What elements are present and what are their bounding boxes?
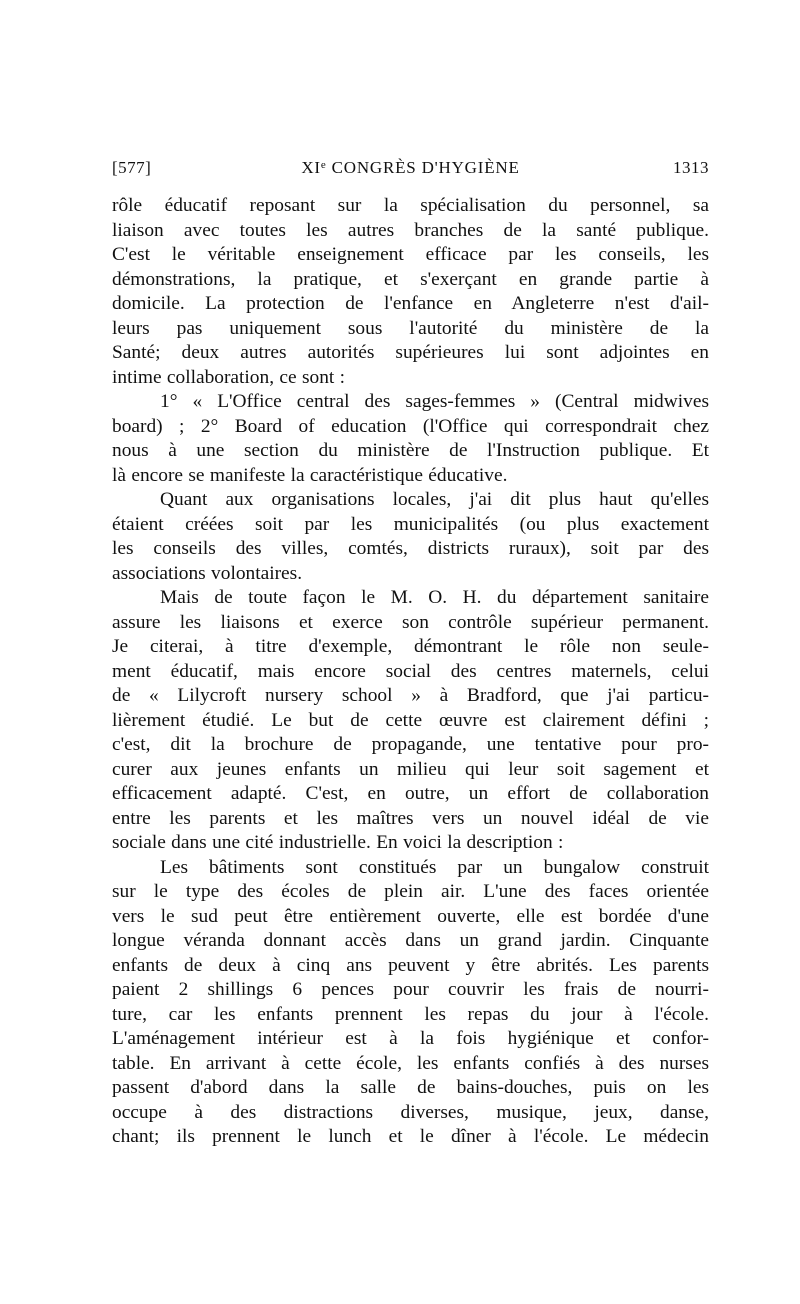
text-line: efficacement adapté. C'est, en outre, un effort de collaboration: [112, 783, 709, 804]
text-line: table. En arrivant à cette école, les enfants confiés à des nurses: [112, 1052, 709, 1074]
paragraph-2: [112, 390, 709, 488]
running-title-superscript: e: [320, 159, 327, 171]
page-number: 1313: [673, 158, 709, 177]
text-line: assure les liaisons et exerce son contrôle supérieur permanent.: [112, 611, 709, 633]
text-line: lièrement étudié. Le but de cette œuvre est clairement défini ;: [112, 709, 709, 731]
body-text: [112, 194, 709, 1150]
text-line: board) ; 2° Board of education (l'Office qui correspondrait chez: [112, 415, 709, 437]
text-line: Mais de toute façon le M. O. H. du département sanitaire: [160, 587, 709, 608]
text-line: enfants de deux à cinq ans peuvent y être abrités. Les parents: [112, 954, 709, 976]
paragraph-1: [112, 194, 709, 390]
text-line: Les bâtiments sont constitués par un bungalow construit: [160, 856, 709, 878]
text-line: étaient créées soit par les municipalités (ou plus exactement: [112, 513, 709, 535]
text-line: entre les parents et les maîtres vers un nouvel idéal de vie: [112, 807, 709, 829]
text-line: ture, car les enfants prennent les repas du jour à l'école.: [112, 1003, 709, 1025]
text-line: Quant aux organisations locales, j'ai dit plus haut qu'elles: [160, 489, 709, 510]
text-line: ment éducatif, mais encore social des centres maternels, celui: [112, 660, 709, 682]
text-line: associations volontaires.: [112, 562, 303, 584]
running-header: [112, 150, 709, 180]
text-line: de « Lilycroft nursery school » à Bradford, que j'ai particu-: [112, 685, 709, 706]
running-title-prefix: XI: [301, 158, 321, 177]
text-line: longue véranda donnant accès dans un grand jardin. Cinquante: [112, 930, 709, 951]
text-line: rôle éducatif reposant sur la spécialisation du personnel, sa: [112, 195, 709, 216]
document-page: [112, 150, 709, 1150]
text-line: vers le sud peut être entièrement ouverte, elle est bordée d'une: [112, 905, 709, 927]
text-line: C'est le véritable enseignement efficace par les conseils, les: [112, 244, 709, 265]
text-line: sur le type des écoles de plein air. L'une des faces orientée: [112, 881, 709, 902]
text-line: leurs pas uniquement sous l'autorité du ministère de la: [112, 317, 709, 339]
text-line: c'est, dit la brochure de propagande, une tentative pour pro-: [112, 734, 709, 755]
text-line: occupe à des distractions diverses, musique, jeux, danse,: [112, 1101, 709, 1123]
text-line: Je citerai, à titre d'exemple, démontrant le rôle non seule-: [112, 636, 709, 657]
text-line: démonstrations, la pratique, et s'exerçant en grande partie à: [112, 268, 709, 290]
paragraph-3: [112, 488, 709, 586]
text-line: curer aux jeunes enfants un milieu qui leur soit sagement et: [112, 758, 709, 780]
text-line: intime collaboration, ce sont :: [112, 366, 346, 388]
text-line: L'aménagement intérieur est à la fois hygiénique et confor-: [112, 1028, 709, 1049]
text-line: chant; ils prennent le lunch et le dîner à l'école. Le médecin: [112, 1126, 709, 1147]
text-line: nous à une section du ministère de l'Instruction publique. Et: [112, 440, 709, 461]
text-line: là encore se manifeste la caractéristique éducative.: [112, 464, 508, 486]
text-line: 1° « L'Office central des sages-femmes » (Central midwives: [160, 391, 709, 412]
text-line: paient 2 shillings 6 pences pour couvrir les frais de nourri-: [112, 979, 709, 1000]
paragraph-5: [112, 856, 709, 1150]
text-line: Santé; deux autres autorités supérieures lui sont adjointes en: [112, 342, 709, 363]
text-line: liaison avec toutes les autres branches de la santé publique.: [112, 219, 709, 241]
text-line: les conseils des villes, comtés, districts ruraux), soit par des: [112, 538, 709, 559]
text-line: sociale dans une cité industrielle. En voici la description :: [112, 832, 564, 853]
page-reference: [577]: [112, 158, 152, 177]
text-line: domicile. La protection de l'enfance en Angleterre n'est d'ail-: [112, 293, 709, 314]
running-title-rest: CONGRÈS D'HYGIÈNE: [326, 158, 520, 177]
paragraph-4: [112, 586, 709, 856]
running-title: [112, 158, 709, 178]
text-line: passent d'abord dans la salle de bains-douches, puis on les: [112, 1077, 709, 1098]
